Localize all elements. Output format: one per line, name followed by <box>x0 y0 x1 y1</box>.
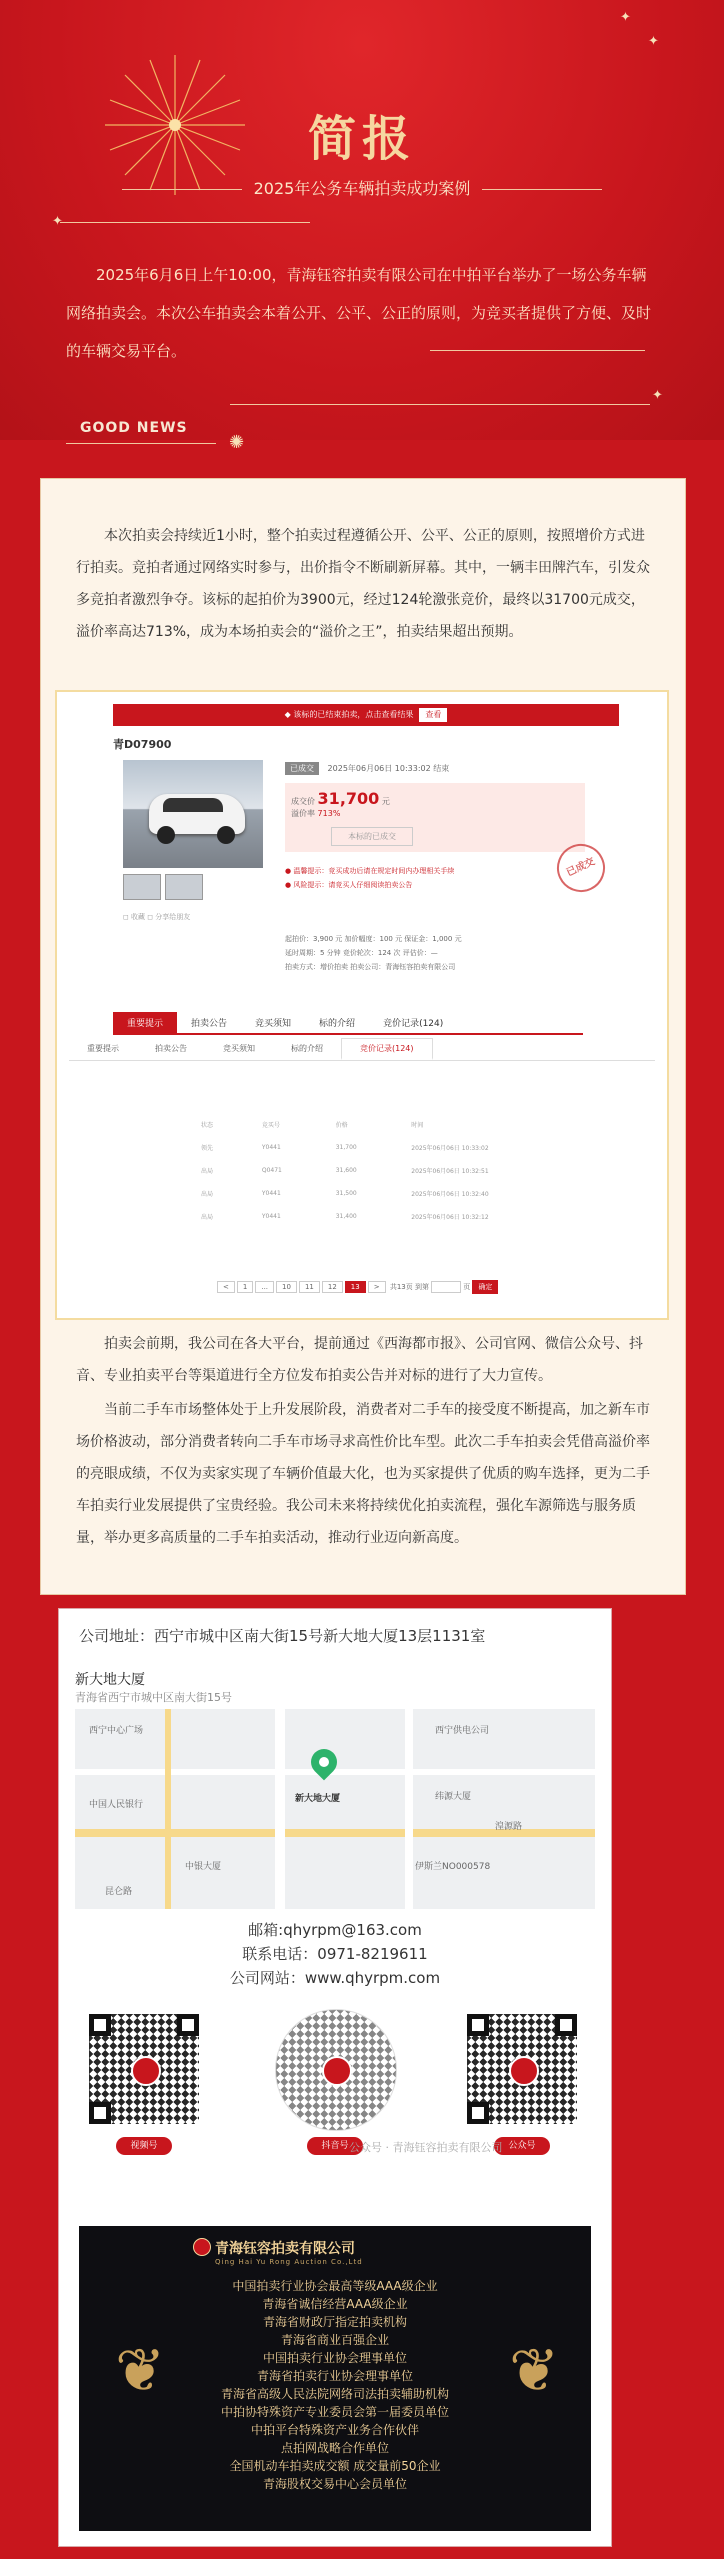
company-footer <box>58 1608 612 2547</box>
honor-item: 中拍协特殊资产专业委员会第一届委员单位 <box>220 2405 449 2419</box>
table-cell: 出局 <box>201 1191 214 1198</box>
map-label: 昆仑路 <box>105 1887 133 1897</box>
tab-lot-intro[interactable]: 标的介绍 <box>319 1019 356 1029</box>
detail-tabs <box>113 1012 583 1035</box>
price-box <box>285 783 585 852</box>
result-bar <box>113 704 619 726</box>
status-badge: 已成交 <box>285 762 319 775</box>
qr-label-wechat: 公众号 <box>494 2137 550 2155</box>
page-jump-button[interactable]: 确定 <box>472 1280 498 1294</box>
wheel <box>157 826 175 844</box>
company-address: 公司地址：西宁市城中区南大街15号新大地大厦13层1131室 <box>79 1627 486 1645</box>
map-road <box>405 1709 413 1909</box>
honor-item: 青海省财政厅指定拍卖机构 <box>262 2315 407 2329</box>
star-icon: ✦ <box>620 10 631 25</box>
auction-page <box>113 704 619 971</box>
laurel-left-icon: ❦ <box>115 2336 166 2406</box>
sparkle-icon: ✺ <box>229 432 245 453</box>
column-header: 时间 <box>411 1122 424 1129</box>
honor-item: 中国拍卖行业协会理事单位 <box>262 2351 407 2365</box>
page-button[interactable]: 1 <box>237 1281 253 1293</box>
divider <box>60 222 310 223</box>
tab-bid-records[interactable]: 竞价记录(124) <box>341 1038 433 1060</box>
intro-paragraph: 2025年6月6日上午10:00，青海钰容拍卖有限公司在中拍平台举办了一场公务车辆网络拍卖会。本次公车拍卖会本着公开、公平、公正的原则，为竞买者提供了方便、及时的车辆交易平台。 <box>66 266 652 360</box>
map-label: 湟源路 <box>495 1822 523 1832</box>
company-logo-icon <box>322 2056 352 2086</box>
good-news-label: GOOD NEWS <box>80 420 188 436</box>
company-logo-icon <box>509 2056 539 2086</box>
price-unit: 元 <box>381 797 390 806</box>
thumbnail-strip <box>123 874 207 922</box>
end-time: 2025年06月06日 10:33:02 结束 <box>327 764 450 773</box>
honor-item: 全国机动车拍卖成交额 成交量前50企业 <box>229 2459 441 2473</box>
map-label: 西宁中心广场 <box>89 1726 144 1736</box>
website[interactable]: 公司网站：www.qhyrpm.com <box>229 1969 441 1987</box>
location-map[interactable] <box>75 1709 595 1909</box>
price-label: 成交价 <box>291 797 315 806</box>
table-cell: 31,700 <box>335 1144 357 1151</box>
tab-lot-intro[interactable]: 标的介绍 <box>291 1044 323 1053</box>
table-row <box>189 1160 565 1181</box>
report-header <box>0 0 724 453</box>
honor-item: 青海省诚信经营AAA级企业 <box>262 2297 408 2311</box>
column-header: 价格 <box>335 1122 348 1129</box>
report-subtitle-row <box>0 176 724 199</box>
honor-item: 点拍网战略合作单位 <box>280 2441 389 2455</box>
qr-corner <box>555 2014 577 2036</box>
notice: ● 温馨提示：竞买成功后请在规定时间内办理相关手续 <box>285 867 455 875</box>
sold-stamp: 已成交 <box>549 836 613 900</box>
table-row <box>189 1137 565 1158</box>
star-icon: ✦ <box>652 388 663 403</box>
phone: 联系电话：0971-8219611 <box>242 1945 428 1963</box>
next-page-button[interactable]: > <box>368 1281 386 1293</box>
tab-announcement[interactable]: 拍卖公告 <box>155 1044 187 1053</box>
bid-record-table <box>187 1112 567 1229</box>
table-row <box>189 1183 565 1204</box>
qr-code-douyin[interactable] <box>275 2009 397 2131</box>
divider <box>430 350 645 351</box>
wheel <box>217 826 235 844</box>
divider <box>230 404 650 405</box>
map-road <box>275 1709 285 1909</box>
qr-corner <box>89 2014 111 2036</box>
paragraph-market: 当前二手车市场整体处于上升发展阶段，消费者对二手车的接受度不断提高，加之新车市场价格波动，部分消费者转向二手车市场寻求高性价比车型。此次二手车拍卖会凭借高溢价率的亮眼成绩，不仅为卖家实现了车辆价值最大化，也为买家提供了优质的购车选择，更为二手车拍卖行业发展提供了宝贵经验。我公司未来将持续优化拍卖流程，强化车源筛选与服务质量，举办更多高质量的二手车拍卖活动，推动行业迈向新高度。 <box>76 1402 650 1546</box>
table-cell: 31,500 <box>335 1190 357 1197</box>
page-jump-unit: 页 <box>463 1283 471 1291</box>
car-photo[interactable] <box>123 760 263 868</box>
report-subtitle: 2025年公务车辆拍卖成功案例 <box>253 179 471 198</box>
page-button[interactable]: 11 <box>299 1281 320 1293</box>
map-pin-dot <box>319 1757 329 1767</box>
paragraph-auction: 本次拍卖会持续近1小时，整个拍卖过程遵循公开、公平、公正的原则，按照增价方式进行拍卖。竞拍者通过网络实时参与，出价指令不断刷新屏幕。其中，一辆丰田牌汽车，引发众多竞拍者激烈争夺。该标的起拍价为3900元，经过124轮激张竞价，最终以31700元成交，溢价率高达713%，成为本场拍卖会的“溢价之王”，拍卖结果超出预期。 <box>76 528 650 640</box>
map-label: 西宁供电公司 <box>435 1726 490 1736</box>
honors-banner <box>79 2226 591 2531</box>
table-cell: Y0441 <box>261 1144 281 1151</box>
table-cell: Y0441 <box>261 1190 281 1197</box>
notice: ● 风险提示：请竞买人仔细阅读拍卖公告 <box>285 881 413 889</box>
honor-item: 青海股权交易中心会员单位 <box>262 2477 407 2491</box>
paragraph-publicity: 拍卖会前期，我公司在各大平台，提前通过《西海都市报》、公司官网、微信公众号、抖音、专业拍卖平台等渠道进行全方位发布拍卖公告并对标的进行了大力宣传。 <box>76 1336 643 1384</box>
tab-bid-records[interactable]: 竞价记录(124) <box>383 1019 444 1029</box>
tab-notice[interactable]: 重要提示 <box>113 1012 177 1033</box>
detail-tabs-secondary <box>69 1038 655 1061</box>
spec-row: 延时周期：5 分钟 竞价轮次：124 次 评估价：— <box>285 949 438 957</box>
table-cell: 31,400 <box>335 1213 357 1220</box>
qr-code-wechat[interactable] <box>467 2014 577 2124</box>
table-cell: 领先 <box>201 1145 214 1152</box>
table-cell: 出局 <box>201 1214 214 1221</box>
map-place-title: 新大地大厦 <box>75 1672 145 1688</box>
qr-corner <box>89 2102 111 2124</box>
map-label: 新大地大厦 <box>295 1794 341 1804</box>
tab-rules[interactable]: 竞买须知 <box>223 1044 255 1053</box>
page-ellipsis: ... <box>255 1281 274 1293</box>
map-road <box>75 1769 595 1775</box>
report-title: 简报 <box>307 111 416 167</box>
premium-value: 713% <box>317 809 341 818</box>
qr-corner <box>467 2102 489 2124</box>
honor-item: 中拍平台特殊资产业务合作伙伴 <box>250 2423 419 2437</box>
company-logo-icon <box>193 2238 211 2256</box>
page-button[interactable]: 12 <box>322 1281 343 1293</box>
map-road <box>165 1709 171 1909</box>
table-cell: 出局 <box>201 1168 214 1175</box>
divider <box>482 189 602 190</box>
honor-item: 中国拍卖行业协会最高等级AAA级企业 <box>232 2279 438 2293</box>
email: 邮箱:qhyrpm@163.com <box>248 1921 422 1939</box>
thumbnail[interactable] <box>165 874 203 900</box>
honor-item: 青海省商业百强企业 <box>280 2333 389 2347</box>
divider <box>122 189 242 190</box>
table-header <box>189 1114 565 1135</box>
thumb-caption: ◻ 收藏 ◻ 分享给朋友 <box>123 913 191 921</box>
auction-screenshot <box>55 690 669 1320</box>
prev-page-button[interactable]: < <box>217 1281 235 1293</box>
column-header: 竞买号 <box>261 1122 280 1129</box>
company-logo-icon <box>131 2056 161 2086</box>
qr-code-video[interactable] <box>89 2014 199 2124</box>
tab-announcement[interactable]: 拍卖公告 <box>191 1019 228 1029</box>
map-label: 纬源大厦 <box>435 1792 472 1802</box>
final-price: 31,700 <box>317 789 380 808</box>
sold-button[interactable]: 本标的已成交 <box>331 827 413 846</box>
table-cell: Y0441 <box>261 1213 281 1220</box>
qr-label-douyin: 抖音号 <box>307 2137 363 2155</box>
map-label: 中国人民银行 <box>89 1800 144 1810</box>
pagination <box>217 1280 500 1294</box>
spec-row: 拍卖方式：增价拍卖 拍卖公司：青海钰容拍卖有限公司 <box>285 963 456 971</box>
qr-label-video: 视频号 <box>116 2137 172 2155</box>
table-cell: 2025年06月06日 10:32:40 <box>411 1191 489 1198</box>
honor-item: 青海省高级人民法院网络司法拍卖辅助机构 <box>220 2387 449 2401</box>
column-header: 状态 <box>201 1122 214 1129</box>
table-cell: Q0471 <box>261 1167 282 1174</box>
page-button[interactable]: 10 <box>276 1281 297 1293</box>
spec-row: 起拍价：3,900 元 加价幅度：100 元 保证金：1,000 元 <box>285 935 462 943</box>
premium-label: 溢价率 <box>291 809 315 818</box>
table-cell: 2025年06月06日 10:32:51 <box>411 1168 489 1175</box>
result-bar-text: ◆ 该标的已结束拍卖，点击查看结果 <box>284 710 414 719</box>
lot-title: 青D07900 <box>113 738 172 751</box>
table-row <box>189 1206 565 1227</box>
divider <box>66 443 216 444</box>
lot-info <box>285 762 585 890</box>
map-label: 中银大厦 <box>185 1862 222 1872</box>
banner-subtitle: Qing Hai Yu Rong Auction Co.,Ltd <box>215 2258 363 2266</box>
banner-title: 青海钰容拍卖有限公司 <box>215 2241 355 2257</box>
table-cell: 2025年06月06日 10:33:02 <box>411 1145 489 1152</box>
qr-corner <box>467 2014 489 2036</box>
car-window <box>163 798 223 812</box>
tab-notice[interactable]: 重要提示 <box>87 1044 119 1053</box>
page-jump-label: 共13页 到第 <box>389 1283 429 1291</box>
honor-item: 青海省拍卖行业协会理事单位 <box>256 2369 413 2383</box>
lot-specs <box>285 932 605 974</box>
page-jump-input[interactable] <box>431 1281 461 1293</box>
map-label: 伊斯兰NO000578 <box>415 1862 491 1872</box>
qr-corner <box>177 2014 199 2036</box>
view-button[interactable]: 查看 <box>419 708 447 722</box>
star-icon: ✦ <box>648 34 659 49</box>
wechat-note: 公众号 · 青海钰容拍卖有限公司 <box>349 2141 503 2154</box>
tab-rules[interactable]: 竞买须知 <box>255 1019 292 1029</box>
table-cell: 31,600 <box>335 1167 357 1174</box>
page-button-current[interactable]: 13 <box>345 1281 366 1293</box>
laurel-right-icon: ❦ <box>509 2336 560 2406</box>
table-cell: 2025年06月06日 10:32:12 <box>411 1214 489 1221</box>
star-icon: ✦ <box>52 214 63 229</box>
map-place-address: 青海省西宁市城中区南大街15号 <box>75 1691 232 1704</box>
thumbnail[interactable] <box>123 874 161 900</box>
